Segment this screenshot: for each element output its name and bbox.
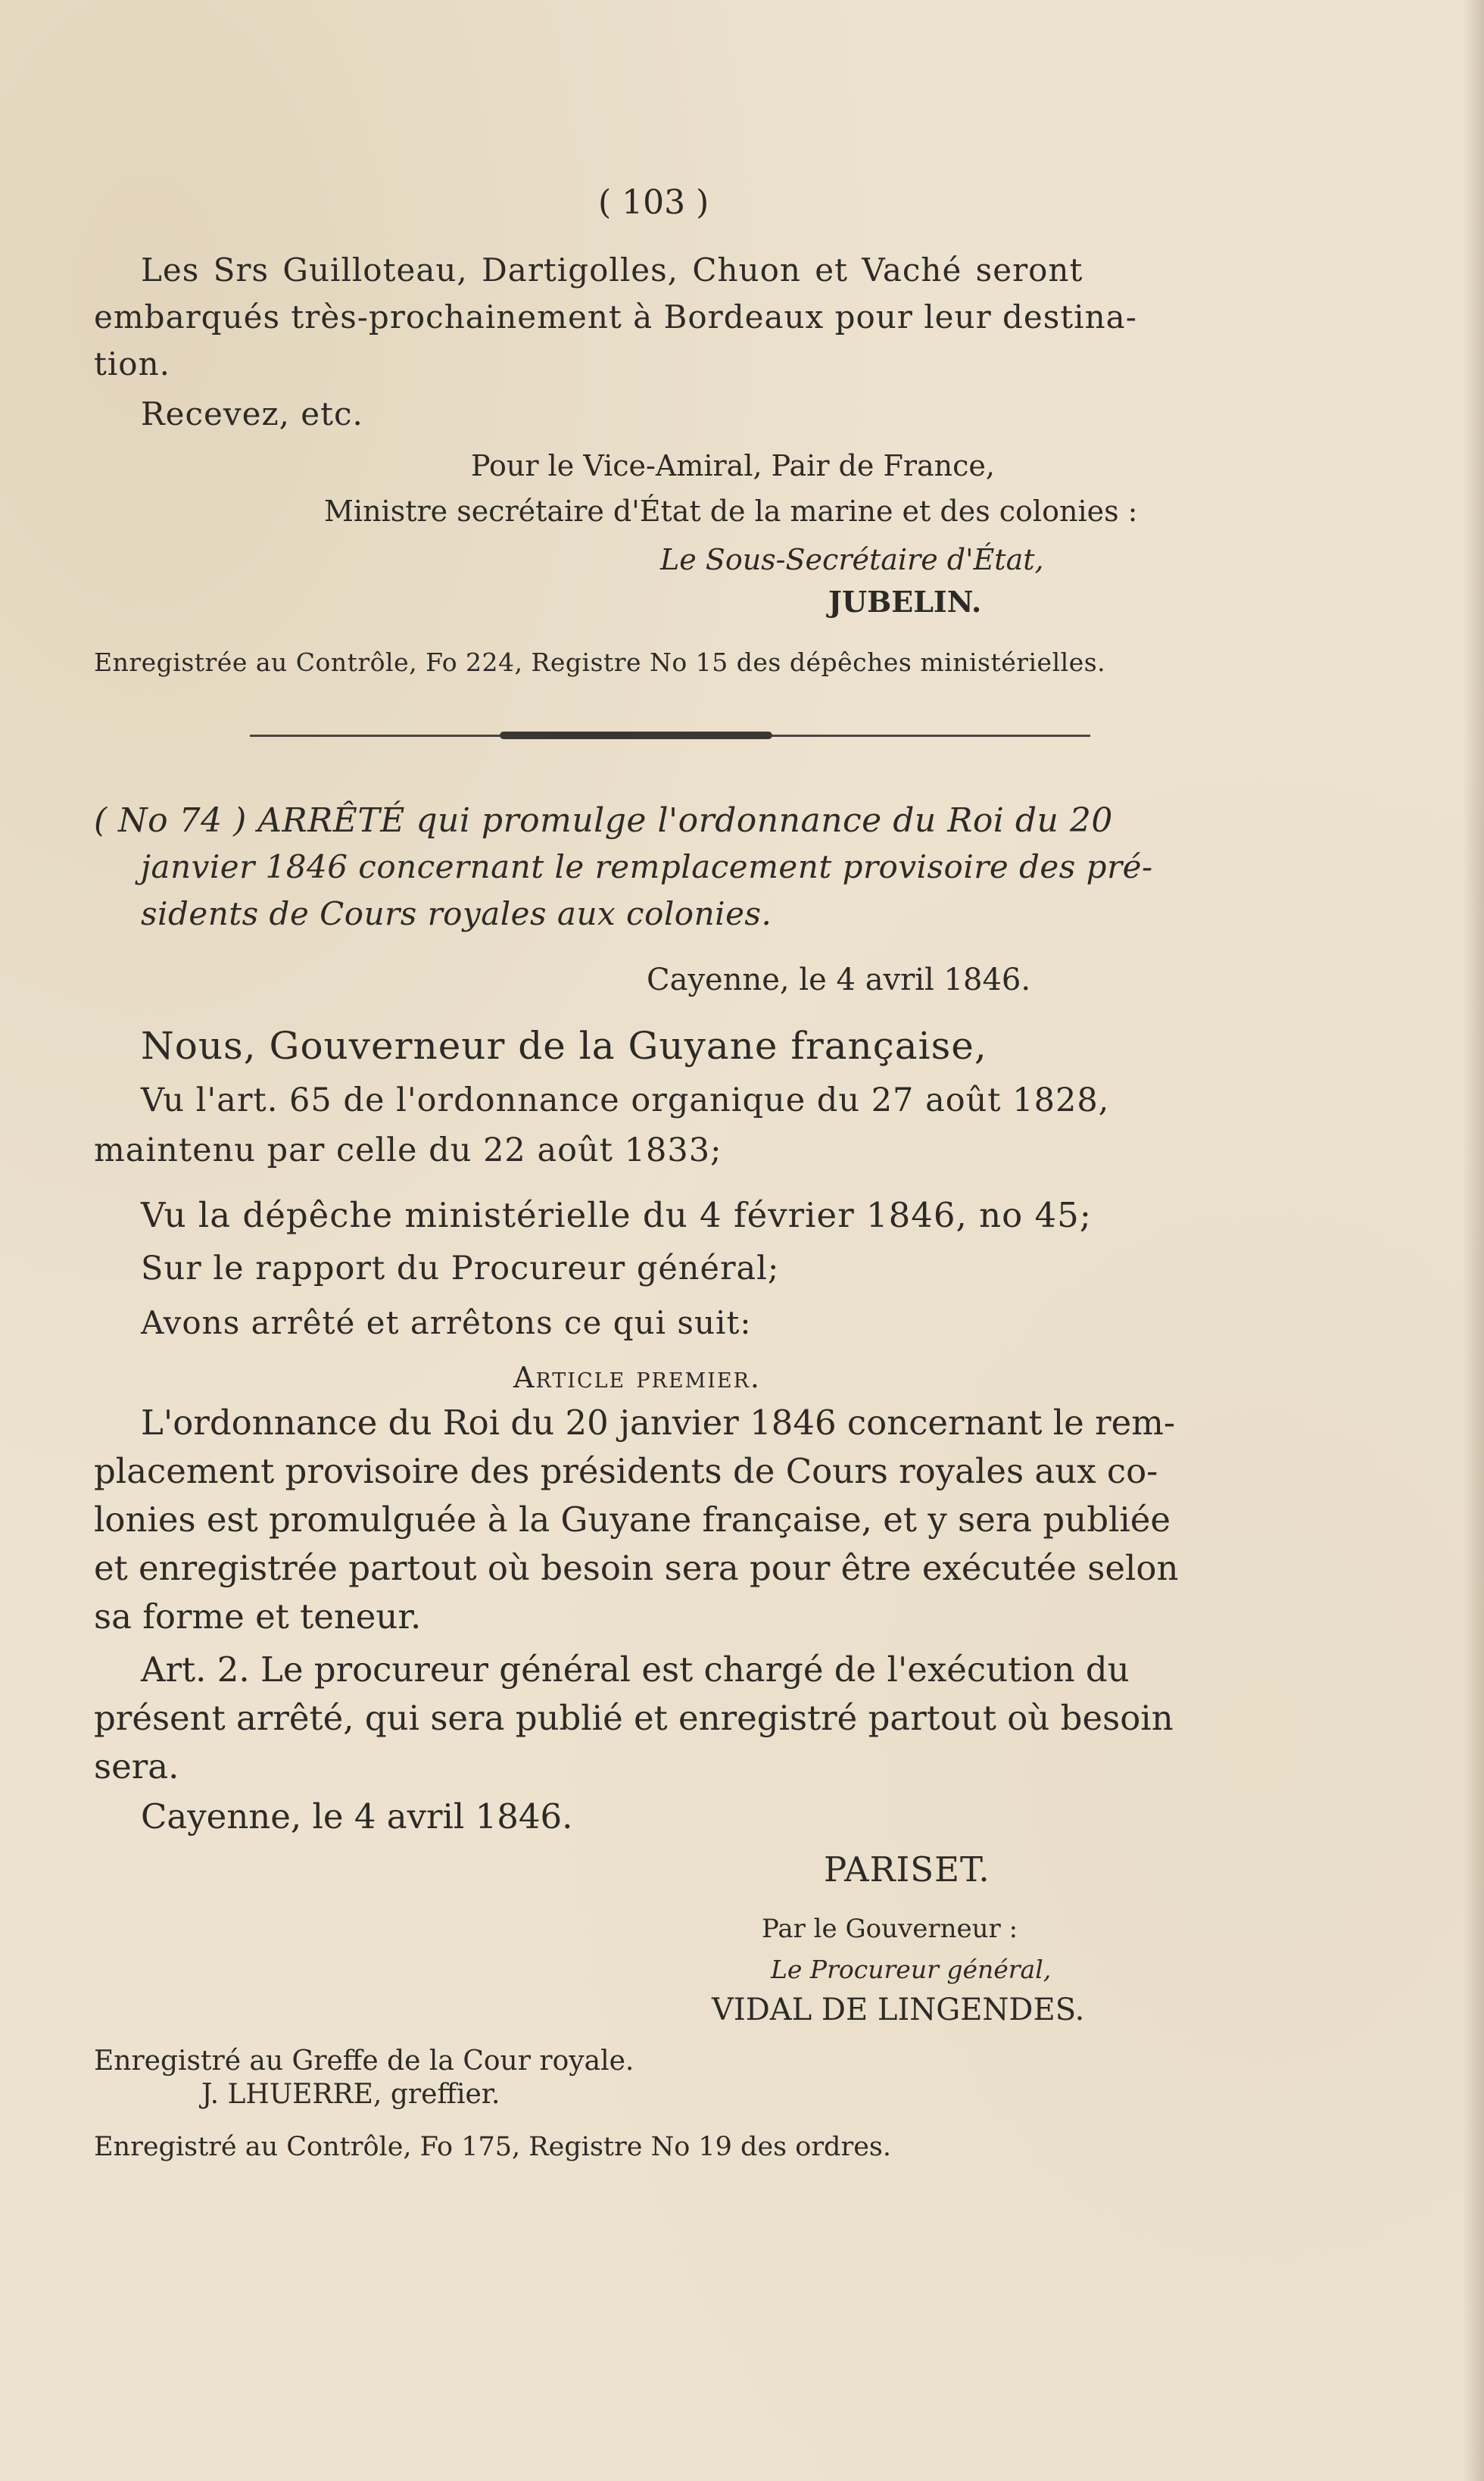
signature1-line-3: Le Sous-Secrétaire d'État,	[660, 543, 1044, 576]
page-fold-shadow	[1463, 0, 1484, 2481]
footer-greffe: Enregistré au Greffe de la Cour royale.	[94, 2046, 634, 2077]
decree-vu1-line-2: maintenu par celle du 22 août 1833;	[94, 1131, 722, 1169]
article-title: Article premier.	[513, 1361, 761, 1394]
separator-rule-center	[500, 732, 772, 739]
registration-line-1: Enregistrée au Contrôle, Fo 224, Registre No 15 des dépêches ministérielles.	[94, 648, 1106, 677]
decree-avons: Avons arrêté et arrêtons ce qui suit:	[141, 1304, 752, 1341]
signature1-line-2: Ministre secrétaire d'État de la marine et des colonies :	[324, 495, 1138, 528]
decree-procureur-name: VIDAL DE LINGENDES.	[712, 1993, 1085, 2027]
article1-line-4: et enregistrée partout où besoin sera pour être exécutée selon	[94, 1548, 1179, 1588]
top-line-2: embarqués très-prochainement à Bordeaux pour leur destina-	[94, 298, 1137, 335]
top-line-1: Les Srs Guilloteau, Dartigolles, Chuon et Vaché seront	[141, 251, 1083, 289]
article1-line-1: L'ordonnance du Roi du 20 janvier 1846 concernant le rem-	[141, 1403, 1176, 1443]
article1-line-2: placement provisoire des présidents de Cours royales aux co-	[94, 1451, 1158, 1491]
page-number: ( 103 )	[598, 183, 709, 222]
article2-line-2: présent arrêté, qui sera publié et enregistré partout où besoin	[94, 1698, 1174, 1738]
decree-vu2: Vu la dépêche ministérielle du 4 février 1846, no 45;	[141, 1195, 1092, 1235]
article1-line-5: sa forme et teneur.	[94, 1596, 422, 1637]
article1-line-3: lonies est promulguée à la Guyane française, et y sera publiée	[94, 1500, 1171, 1540]
decree-heading-line-2: janvier 1846 concernant le remplacement provisoire des pré-	[141, 848, 1153, 885]
decree-intro: Nous, Gouverneur de la Guyane française,	[141, 1024, 987, 1068]
signature1-line-1: Pour le Vice-Amiral, Pair de France,	[471, 449, 995, 482]
article2-line-3: sera.	[94, 1746, 179, 1787]
decree-vu1-line-1: Vu l'art. 65 de l'ordonnance organique du 27 août 1828,	[141, 1081, 1110, 1119]
top-line-4: Recevez, etc.	[141, 395, 363, 432]
footer-controle: Enregistré au Contrôle, Fo 175, Registre No 19 des ordres.	[94, 2132, 891, 2162]
decree-heading-line-1: ( No 74 ) ARRÊTÉ qui promulge l'ordonnance du Roi du 20	[94, 801, 1113, 840]
decree-par-gouverneur: Par le Gouverneur :	[762, 1914, 1018, 1944]
footer-greffier: J. LHUERRE, greffier.	[201, 2079, 500, 2110]
article2-line-1: Art. 2. Le procureur général est chargé de l'exécution du	[141, 1649, 1130, 1690]
decree-heading-line-3: sidents de Cours royales aux colonies.	[141, 895, 772, 932]
top-line-3: tion.	[94, 345, 170, 382]
decree-place-date: Cayenne, le 4 avril 1846.	[647, 963, 1031, 997]
signature1-name: JUBELIN.	[828, 585, 982, 619]
decree-sur: Sur le rapport du Procureur général;	[141, 1250, 780, 1287]
decree-procureur-title: Le Procureur général,	[771, 1955, 1052, 1984]
decree-signer: PARISET.	[824, 1849, 990, 1890]
decree-closing-date: Cayenne, le 4 avril 1846.	[141, 1796, 573, 1837]
